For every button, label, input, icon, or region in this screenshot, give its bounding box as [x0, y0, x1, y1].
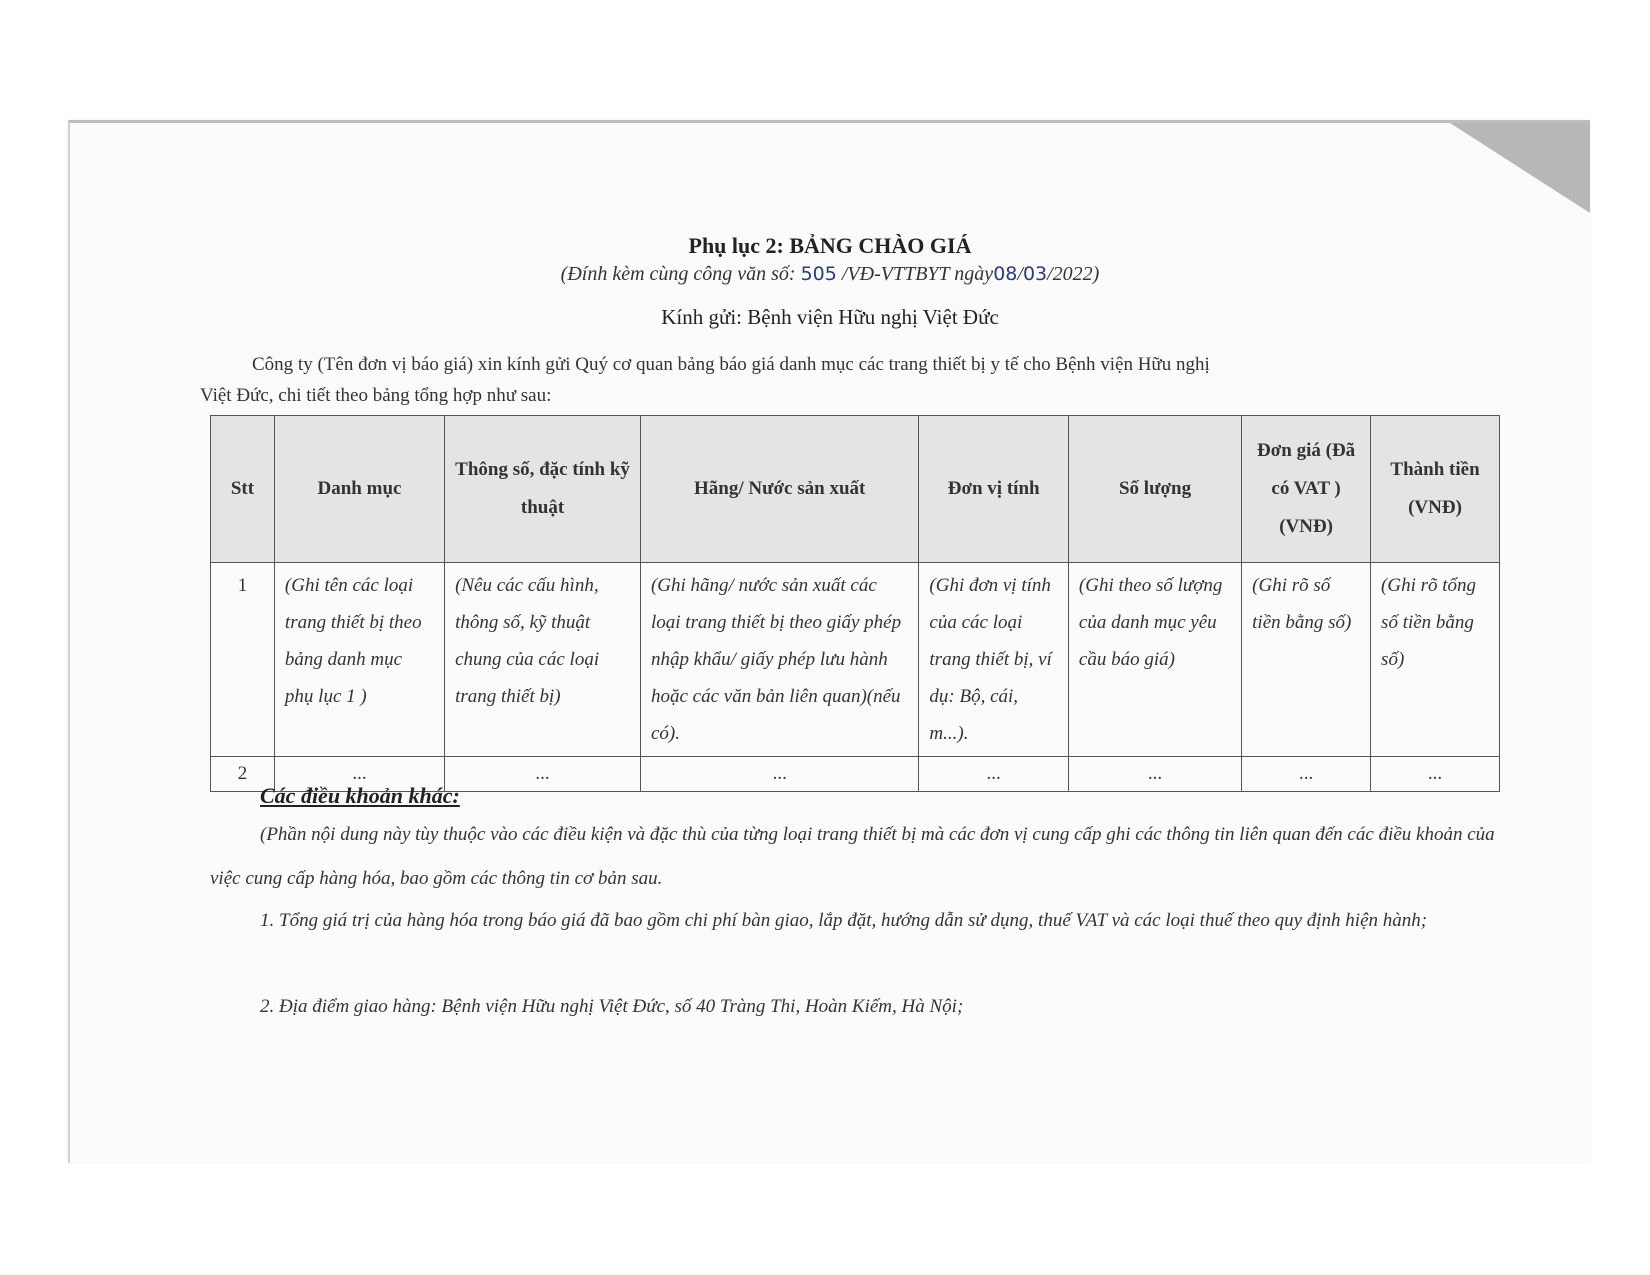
handwritten-day: 08 — [993, 263, 1018, 285]
header-specs: Thông số, đặc tính kỹ thuật — [445, 416, 641, 563]
table-cell: (Ghi rõ số tiền bằng số) — [1242, 563, 1371, 757]
header-quantity: Số lượng — [1068, 416, 1241, 563]
handwritten-month: 03 — [1022, 263, 1048, 285]
table-cell: (Nêu các cấu hình, thông số, kỹ thuật chung của các loại trang thiết bị) — [445, 563, 641, 757]
terms-intro: (Phần nội dung này tùy thuộc vào các điều kiện và đặc thù của từng loại trang thiết bị mà các đơn vị cung cấp ghi các thông tin liên quan đến các điều khoản của việc cung cấp hàng hóa, bao gồm các thông tin cơ bản sau. — [210, 824, 1495, 889]
term-item-2: 2. Địa điểm giao hàng: Bệnh viện Hữu nghị Việt Đức, số 40 Tràng Thi, Hoàn Kiếm, Hà Nội; — [260, 996, 964, 1017]
recipient-line: Kính gửi: Bệnh viện Hữu nghị Việt Đức — [661, 305, 999, 329]
terms-title: Các điều khoản khác: — [260, 783, 460, 808]
document-title: Phụ lục 2: BẢNG CHÀO GIÁ — [688, 233, 972, 258]
document-subtitle — [70, 263, 1590, 286]
document-sheet — [68, 120, 1590, 1163]
header-unit-price: Đơn giá (Đã có VAT ) (VNĐ) — [1242, 416, 1371, 563]
table-cell: ... — [640, 757, 918, 792]
header-total: Thành tiền (VNĐ) — [1371, 416, 1500, 563]
table-cell: 2 — [211, 757, 275, 792]
table-header-row — [211, 416, 1500, 563]
table-cell: ... — [274, 757, 444, 792]
subtitle-separator: / — [1017, 263, 1023, 285]
table-cell: (Ghi tên các loại trang thiết bị theo bảng danh mục phụ lục 1 ) — [274, 563, 444, 757]
header-stt: Stt — [211, 416, 275, 563]
folded-corner — [1450, 123, 1590, 213]
header-unit: Đơn vị tính — [919, 416, 1069, 563]
table-cell: ... — [1242, 757, 1371, 792]
table-cell: ... — [1371, 757, 1500, 792]
table-cell: (Ghi theo số lượng của danh mục yêu cầu báo giá) — [1068, 563, 1241, 757]
header-category: Danh mục — [274, 416, 444, 563]
term-item-1: 1. Tổng giá trị của hàng hóa trong báo giá đã bao gồm chi phí bàn giao, lắp đặt, hướng dẫn sử dụng, thuế VAT và các loại thuế theo quy định hiện hành; — [260, 910, 1428, 931]
table-cell: ... — [919, 757, 1069, 792]
table-row — [211, 563, 1500, 757]
table-cell: 1 — [211, 563, 275, 757]
intro-line-1: Công ty (Tên đơn vị báo giá) xin kính gửi Quý cơ quan bảng báo giá danh mục các trang thiết bị y tế cho Bệnh viện Hữu nghị — [252, 354, 1210, 375]
table-cell: ... — [1068, 757, 1241, 792]
quotation-table — [210, 415, 1500, 792]
header-manufacturer: Hãng/ Nước sản xuất — [640, 416, 918, 563]
subtitle-mid: /VĐ-VTTBYT ngày — [841, 263, 994, 285]
table-cell: ... — [445, 757, 641, 792]
subtitle-suffix: /2022) — [1047, 263, 1100, 285]
intro-line-2: Việt Đức, chi tiết theo bảng tổng hợp như sau: — [200, 385, 552, 406]
table-cell: (Ghi rõ tổng số tiền bằng số) — [1371, 563, 1500, 757]
table-cell: (Ghi hãng/ nước sản xuất các loại trang thiết bị theo giấy phép nhập khẩu/ giấy phép lưu hành hoặc các văn bản liên quan)(nếu có). — [640, 563, 918, 757]
subtitle-prefix: (Đính kèm cùng công văn số: — [560, 263, 796, 285]
handwritten-number: 505 — [800, 263, 837, 285]
table-cell: (Ghi đơn vị tính của các loại trang thiết bị, ví dụ: Bộ, cái, m...). — [919, 563, 1069, 757]
